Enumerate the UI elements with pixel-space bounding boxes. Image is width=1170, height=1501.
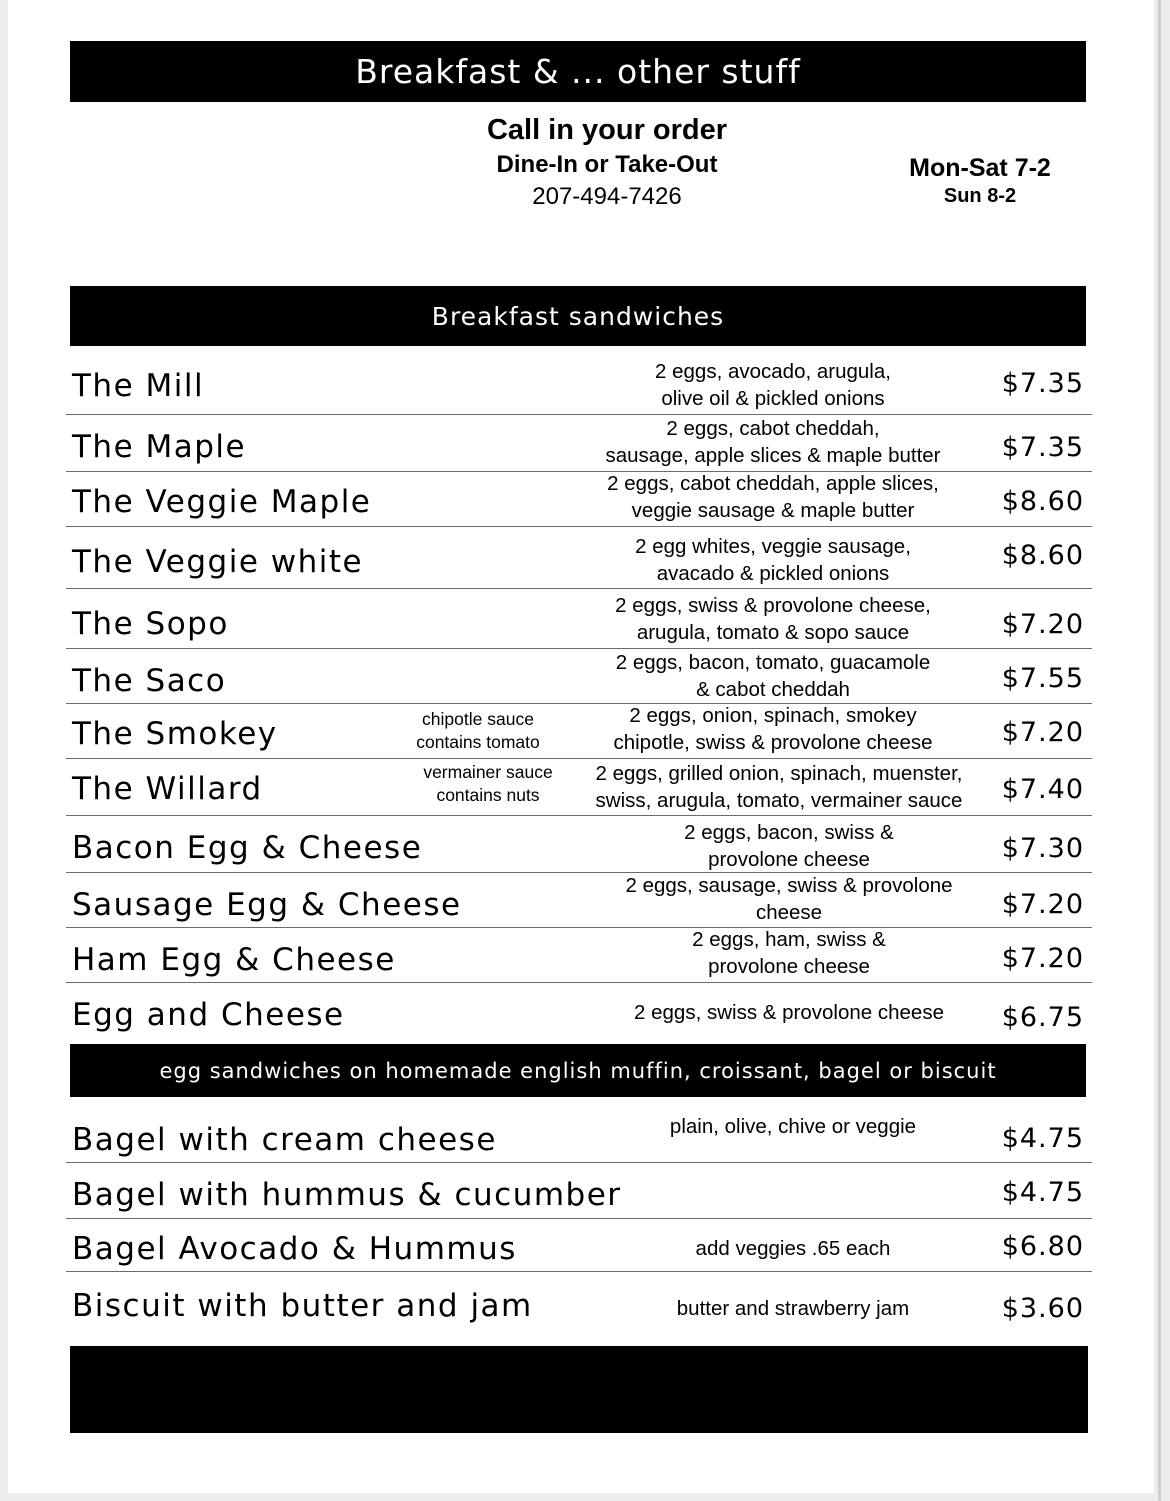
item-name: The Willard — [72, 771, 263, 807]
item-name: The Sopo — [72, 606, 229, 642]
item-price: $3.60 — [1001, 1293, 1084, 1324]
item-name: The Saco — [72, 663, 227, 699]
item-description-line: 2 eggs, swiss & provolone cheese, — [615, 594, 931, 617]
item-description — [580, 533, 966, 587]
item-name: The Smokey — [72, 716, 278, 752]
item-description-line: chipotle, swiss & provolone cheese — [613, 731, 933, 754]
footer-banner — [70, 1346, 1088, 1433]
menu-item — [66, 356, 1092, 415]
item-price: $7.35 — [1001, 432, 1084, 463]
item-description — [596, 926, 982, 980]
item-description-line: 2 eggs, bacon, swiss & — [684, 821, 894, 844]
bread-options-banner — [70, 1044, 1086, 1097]
menu-item — [66, 415, 1092, 472]
item-description-line: veggie sausage & maple butter — [631, 499, 915, 522]
item-description — [580, 358, 966, 412]
sandwiches-section-banner — [70, 286, 1086, 346]
item-price: $6.80 — [1001, 1231, 1084, 1262]
item-description — [580, 415, 966, 469]
menu-item — [66, 928, 1092, 983]
item-name: Bagel with cream cheese — [72, 1122, 497, 1158]
item-name: The Maple — [72, 429, 247, 465]
menu-item — [66, 1272, 1092, 1338]
item-description-line: 2 eggs, cabot cheddah, apple slices, — [607, 472, 939, 495]
allergen-note-line: contains nuts — [436, 785, 540, 805]
item-description-line: & cabot cheddah — [696, 678, 850, 701]
section-heading: Breakfast sandwiches — [431, 301, 725, 331]
item-description-line: 2 eggs, grilled onion, spinach, muenster, — [595, 762, 963, 785]
item-price: $7.35 — [1001, 368, 1084, 399]
item-price: $4.75 — [1001, 1177, 1084, 1208]
item-description — [596, 999, 982, 1026]
item-description-line: 2 eggs, sausage, swiss & provolone — [625, 874, 953, 897]
item-name: The Mill — [72, 368, 205, 404]
allergen-note-line: contains tomato — [416, 732, 540, 752]
menu-item — [66, 759, 1092, 816]
item-description — [596, 872, 982, 926]
item-name: The Veggie white — [72, 544, 364, 580]
item-name: Biscuit with butter and jam — [72, 1288, 533, 1324]
item-description-line: 2 egg whites, veggie sausage, — [635, 535, 911, 558]
menu-title-banner — [70, 41, 1086, 102]
item-price: $7.20 — [1001, 889, 1084, 920]
item-description: butter and strawberry jam — [676, 1297, 910, 1320]
item-name: Bagel Avocado & Hummus — [72, 1231, 517, 1267]
hours-weekdays: Mon-Sat 7-2 — [909, 154, 1051, 182]
menu-item — [66, 527, 1092, 589]
item-price: $8.60 — [1001, 540, 1084, 571]
item-description — [580, 592, 966, 646]
menu-item — [66, 983, 1092, 1041]
item-name: Bagel with hummus & cucumber — [72, 1177, 622, 1213]
item-name: Ham Egg & Cheese — [72, 942, 396, 978]
item-description-line: 2 eggs, onion, spinach, smokey — [629, 704, 917, 727]
item-description — [580, 470, 966, 524]
menu-item — [66, 704, 1092, 759]
menu-item — [66, 1163, 1092, 1219]
dine-in-text: Dine-In or Take-Out — [496, 151, 718, 178]
item-description — [580, 649, 966, 703]
item-description-line: provolone cheese — [708, 848, 870, 871]
hours-sunday: Sun 8-2 — [943, 185, 1017, 207]
item-description: plain, olive, chive or veggie — [669, 1115, 917, 1138]
item-description: add veggies .65 each — [695, 1237, 891, 1260]
item-name: Bacon Egg & Cheese — [72, 830, 423, 866]
item-price: $8.60 — [1001, 486, 1084, 517]
menu-item — [66, 472, 1092, 527]
item-description-line: cheese — [755, 901, 823, 924]
item-price: $4.75 — [1001, 1123, 1084, 1154]
item-description-line: 2 eggs, avocado, arugula, — [655, 360, 891, 383]
menu-item — [66, 816, 1092, 873]
allergen-note-line: chipotle sauce — [422, 709, 534, 729]
menu-item — [66, 1219, 1092, 1272]
menu-item — [66, 873, 1092, 928]
call-in-heading: Call in your order — [486, 114, 728, 146]
bread-options-text: egg sandwiches on homemade english muffin, croissant, bagel or biscuit — [159, 1058, 997, 1083]
phone-number[interactable]: 207-494-7426 — [532, 183, 682, 210]
item-price: $7.20 — [1001, 717, 1084, 748]
menu-item — [66, 1106, 1092, 1163]
item-description — [580, 702, 966, 756]
item-price: $6.75 — [1001, 1002, 1084, 1033]
allergen-note — [406, 761, 570, 807]
menu-title: Breakfast & ... other stuff — [355, 52, 801, 91]
item-description-line: 2 eggs, cabot cheddah, — [666, 417, 880, 440]
page-edge — [1158, 0, 1161, 1501]
item-description-line: olive oil & pickled onions — [661, 387, 885, 410]
allergen-note — [396, 708, 560, 754]
item-description-line: 2 eggs, bacon, tomato, guacamole — [615, 651, 931, 674]
item-description-line: sausage, apple slices & maple butter — [605, 444, 941, 467]
item-description-line: provolone cheese — [708, 955, 870, 978]
item-name: Egg and Cheese — [72, 997, 345, 1033]
item-price: $7.30 — [1001, 833, 1084, 864]
allergen-note-line: vermainer sauce — [423, 762, 553, 782]
item-description-line: arugula, tomato & sopo sauce — [636, 621, 910, 644]
item-description-line: 2 eggs, swiss & provolone cheese — [634, 1001, 944, 1024]
menu-item — [66, 589, 1092, 649]
item-description — [596, 819, 982, 873]
item-description-line: avacado & pickled onions — [656, 562, 890, 585]
item-price: $7.20 — [1001, 943, 1084, 974]
item-price: $7.20 — [1001, 609, 1084, 640]
item-price: $7.55 — [1001, 663, 1084, 694]
item-name: The Veggie Maple — [72, 484, 372, 520]
item-description — [572, 760, 986, 814]
item-price: $7.40 — [1001, 774, 1084, 805]
item-description-line: swiss, arugula, tomato, vermainer sauce — [595, 789, 963, 812]
item-description-line: 2 eggs, ham, swiss & — [692, 928, 886, 951]
item-name: Sausage Egg & Cheese — [72, 887, 462, 923]
menu-item — [66, 649, 1092, 704]
